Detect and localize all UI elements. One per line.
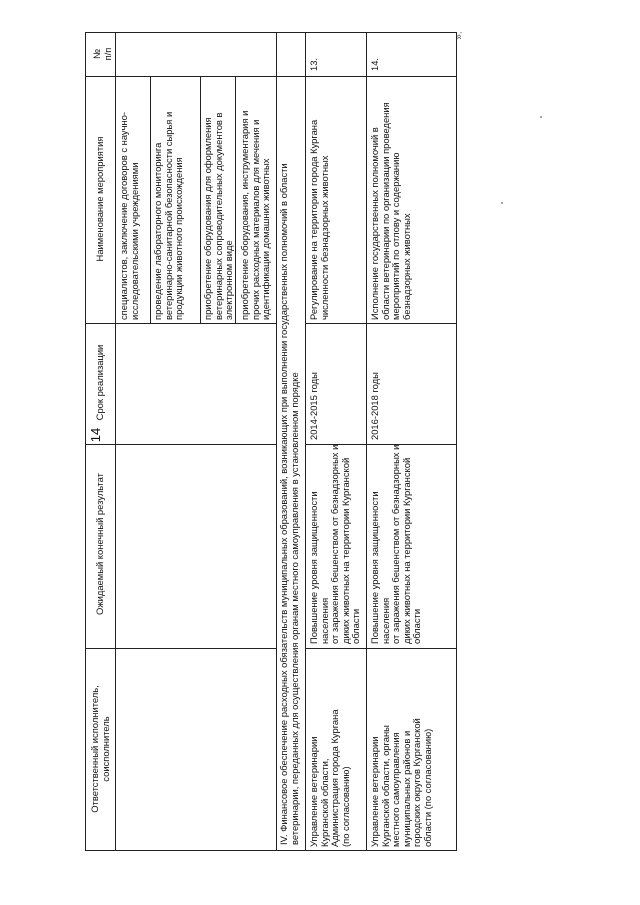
scan-speck: [501, 202, 503, 204]
sub-row-divider: [150, 76, 151, 323]
header-name: Наименование мероприятия: [94, 136, 105, 262]
row-divider: [366, 33, 367, 850]
row-13-executor: Управление ветеринарии Курганской области, Администрация города Кургана (по согласованию): [308, 709, 351, 847]
continued-row-3: приобретение оборудования для оформления ветеринарных сопроводительных документов в электронном виде: [202, 112, 235, 320]
row-14-executor: Управление ветеринарии Курганской области, органы местного самоуправления муниципальных районов и городских округов Курганской области (по согласованию): [369, 718, 433, 847]
scan-speck: [540, 116, 542, 118]
row-divider: [276, 33, 277, 850]
row-13-name: Регулирование на территории города Кургана численности безнадзорных животных: [308, 119, 330, 320]
row-14-num: 14.: [369, 57, 380, 71]
row-divider: [115, 33, 116, 850]
header-executor: Ответственный исполнитель, соисполнитель: [89, 685, 111, 813]
continued-row-2: проведение лабораторного мониторинга ветеринарно-санитарной безопасности сырья и продукции животного происхождения: [152, 111, 185, 320]
header-num: № п/п: [91, 47, 113, 61]
header-result: Ожидаемый конечный результат: [94, 473, 105, 615]
margin-mark: ».: [453, 31, 465, 40]
row-13-term: 2014-2015 годы: [308, 372, 319, 440]
column-divider: [305, 648, 456, 649]
header-term: Срок реализации: [94, 344, 105, 421]
continued-row-1: специалистов, заключение договоров с научно- исследовательскими учреждениями: [118, 111, 140, 320]
row-13-result: Повышение уровня защищенности населения от заражения бешенством от безнадзорных и диких животных на территории Курганской области: [308, 444, 362, 644]
row-14-name: Исполнение государственных полномочий в области ветеринарии по организации проведения мероприятий по отлову и содержанию безнадзорных животных: [369, 102, 412, 320]
row-14-result: Повышение уровня защищенности населения от заражения бешенством от безнадзорных и диких животных на территории Курганской области: [369, 444, 423, 644]
row-13-num: 13.: [308, 57, 319, 71]
column-divider: [86, 76, 456, 77]
activities-table: [85, 32, 457, 851]
row-14-term: 2016-2018 годы: [369, 372, 380, 440]
continued-row-4: приобретение оборудования, инструментария и прочих расходных материалов для мечения и идентификации домашних животных: [239, 110, 272, 320]
section-title: IV. Финансовое обеспечение расходных обязательств муниципальных образований, возникающих при выполнении государственных полномочий в области ветеринарии, переданных для осуществления органам местного самоуправления в установленном порядке: [278, 163, 300, 845]
sub-row-divider: [235, 76, 236, 323]
page-number: 14: [88, 427, 103, 443]
sub-row-divider: [200, 76, 201, 323]
column-divider: [305, 323, 456, 324]
row-divider: [305, 33, 306, 850]
